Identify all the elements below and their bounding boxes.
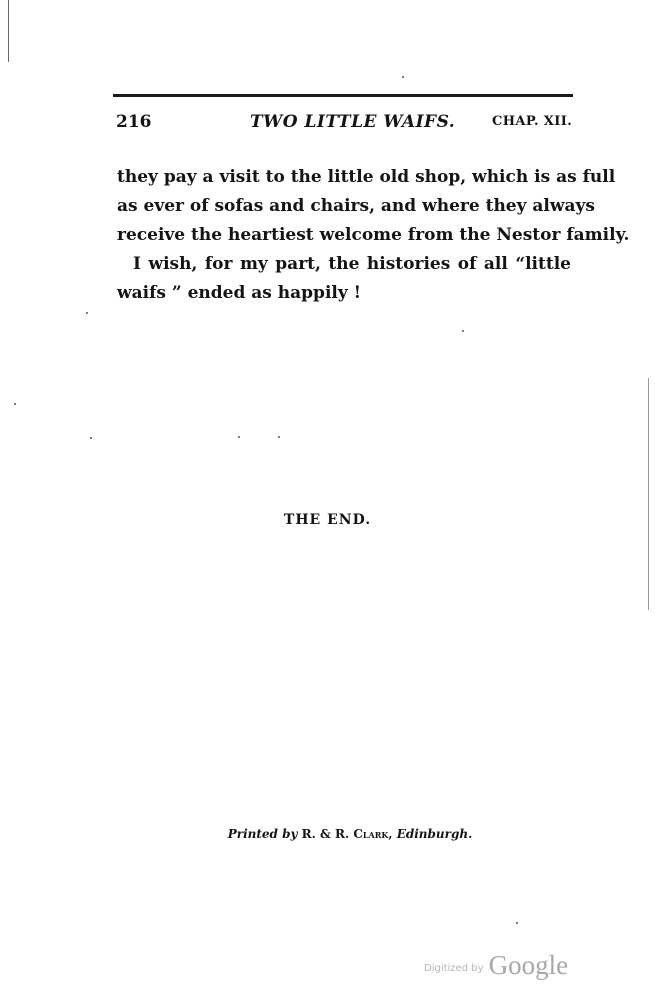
text-line: waifs ” ended as happily ! <box>117 283 362 303</box>
chapter-label: CHAP. XII. <box>492 114 573 129</box>
scan-speck <box>278 436 280 438</box>
colophon-printer: R. & R. Clark, <box>301 827 393 841</box>
printer-colophon <box>0 827 655 841</box>
scan-speck <box>238 436 240 438</box>
scan-speck <box>462 330 464 332</box>
colophon-printed-by: Printed by <box>227 827 298 841</box>
scan-speck <box>14 403 16 405</box>
google-logo: Google <box>488 950 569 980</box>
scan-speck <box>90 437 92 439</box>
scan-edge-line-right <box>648 378 649 610</box>
watermark-prefix: Digitized by <box>424 963 484 974</box>
colophon-place: Edinburgh. <box>396 827 473 841</box>
paragraph-2 <box>117 250 571 308</box>
header-rule <box>113 94 573 97</box>
scan-edge-line-left <box>8 0 9 62</box>
page-number: 216 <box>116 112 152 132</box>
text-line: they pay a visit to the little old shop, which is as full <box>117 167 616 187</box>
text-line: receive the heartiest welcome from the Nestor family. <box>117 225 630 245</box>
google-watermark <box>424 950 568 981</box>
text-line: as ever of sofas and chairs, and where they always <box>117 196 595 216</box>
scan-speck <box>516 922 518 924</box>
paragraph-1 <box>117 163 630 250</box>
running-title: TWO LITTLE WAIFS. <box>250 112 456 132</box>
scan-speck <box>86 312 88 314</box>
text-line: I wish, for my part, the histories of all “little <box>133 254 571 274</box>
the-end-heading: THE END. <box>283 512 372 528</box>
scan-speck <box>402 76 404 78</box>
